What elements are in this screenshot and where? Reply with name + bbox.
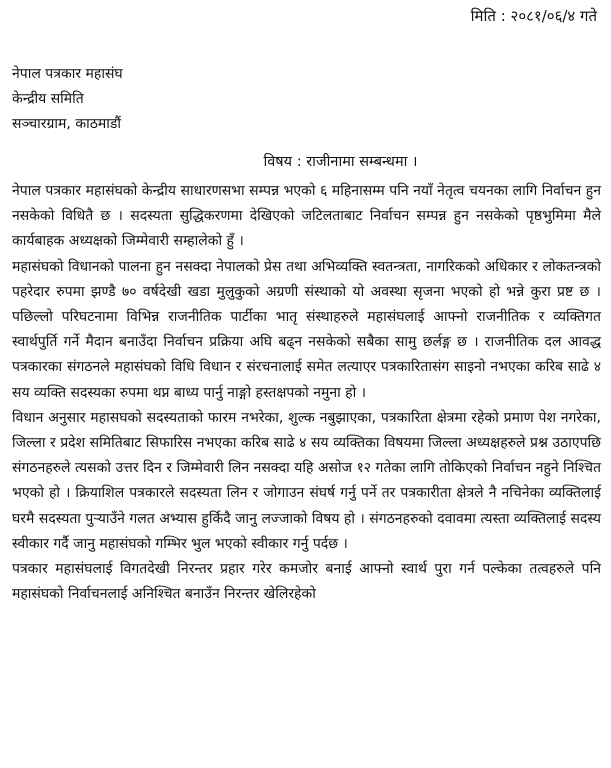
body-paragraph-2: महासंघको विधानको पालना हुन नसक्दा नेपालको प्रेस तथा अभिव्यक्ति स्वतन्त्रता, नागरिकको अधिकार र लोकतन्त्रको पहरेदार रुपमा झण्डै ७० वर्षदेखी खडा मुलुकुको अग्रणी संस्थाको यो अवस्था सृजना भएको हो भन्ने कुरा प्रष्ट छ । पछिल्लो परिघटनामा विभिन्न राजनीतिक पार्टीका भातृ संस्थाहरुले महासंघलाई आफ्नो राजनीतिक र व्यक्तिगत स्वार्थपुर्ति गर्ने मैदान बनाउँदा निर्वाचन प्रक्रिया अघि बढ्न नसकेको सबैका सामु छर्लङ्ग छ । राजनीतिक दल आवद्ध पत्रकारका संगठनले महासंघको विधि विधान र संरचनालाई समेत लत्याएर पत्रकारितासंग साइनो नभएका करिब साढे ४ सय व्यक्ति सदस्यका रुपमा थप्न बाध्य पार्नु नाङ्गो हस्तक्षपको नमुना हो । <box>12 258 601 401</box>
address-committee: केन्द्रीय समिति <box>12 91 84 107</box>
letter-subject: विषय : राजीनामा सम्बन्धमा । <box>263 154 418 170</box>
letter-date: मिति : २०८१/०६/४ गते <box>470 7 597 25</box>
body-paragraph-3: विधान अनुसार महासघको सदस्यताको फारम नभरेका, शुल्क नबुझाएका, पत्रकारिता क्षेत्रमा रहेको प्रमाण पेश नगरेका, जिल्ला र प्रदेश समितिबाट सिफारिस नभएका करिब साढे ४ सय व्यक्तिका विषयमा जिल्ला अध्यक्षहरुले प्रश्न उठाएपछि संगठनहरुले त्यसको उत्तर दिन र जिम्मेवारी लिन नसक्दा यहि असोज १२ गतेका लागि तोकिएको निर्वाचन नहुने निश्चित भएको हो । क्रियाशिल पत्रकारले सदस्यता लिन र जोगाउन संघर्ष गर्नु पर्ने तर पत्रकारीता क्षेत्रले नै नचिनेका व्यक्तिलाई घरमै सदस्यता पुर्‍याउँने गलत अभ्यास हुर्किदै जानु लज्जाको विषय हो । संगठनहरुको दवावमा त्यस्ता व्यक्तिलाई सदस्य स्वीकार गर्दै जानु महासंघको गम्भिर भुल भएको स्वीकार गर्नु पर्दछ । <box>12 409 601 552</box>
body-paragraph-4: पत्रकार महासंघलाई विगतदेखी निरन्तर प्रहार गरेर कमजोर बनाई आफ्नो स्वार्थ पुरा गर्न पल्केका तत्वहरुले पनि महासंघको निर्वाचनलाई अनिश्चित बनाउँन निरन्तर खेलिरहेको <box>12 561 601 603</box>
letter-body <box>12 179 601 607</box>
address-location: सञ्चारग्राम, काठमाडौं <box>12 116 121 132</box>
recipient-address <box>12 62 123 137</box>
address-organization: नेपाल पत्रकार महासंघ <box>12 66 123 82</box>
body-paragraph-1: नेपाल पत्रकार महासंघको केन्द्रीय साधारणसभा सम्पन्न भएको ६ महिनासम्म पनि नयाँ नेतृत्व चयनका लागि निर्वाचन हुन नसकेको विधितै छ । सदस्यता सुद्धिकरणमा देखिएको जटिलताबाट निर्वाचन सम्पन्न हुन नसकेको पृष्ठभुमिमा मैले कार्यबाहक अध्यक्षको जिम्मेवारी सम्हालेको हुँ । <box>12 183 601 250</box>
